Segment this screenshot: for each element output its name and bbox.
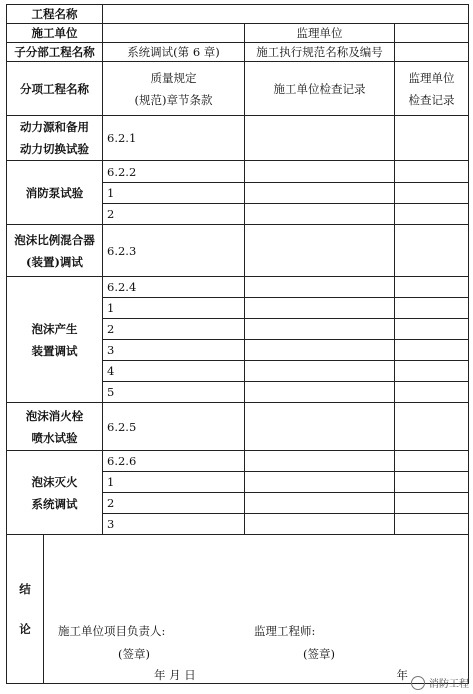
section-name-line2: 喷水试验 xyxy=(31,430,78,445)
row-units xyxy=(7,24,469,43)
section-name-line1: 泡沫比例混合器 xyxy=(14,232,95,247)
section-name-line2: 动力切换试验 xyxy=(20,142,89,156)
clause-cell: 4 xyxy=(103,361,245,382)
subdivision-label: 子分部工程名称 xyxy=(7,43,103,62)
contractor-record-cell[interactable] xyxy=(245,340,395,361)
section-name-line1: 泡沫消火栓 xyxy=(25,408,84,423)
inspection-table xyxy=(6,4,469,684)
watermark-text: 消防工程 xyxy=(429,679,469,690)
section-name xyxy=(7,403,103,451)
contractor-record-cell[interactable] xyxy=(245,514,395,535)
contractor-seal-label: (签章) xyxy=(118,647,150,661)
constructor-value[interactable] xyxy=(103,24,245,43)
supervisor-date-fragment: 年 xyxy=(396,668,408,682)
supervisor-record-cell[interactable] xyxy=(395,225,469,277)
clause-cell: 6.2.6 xyxy=(103,451,245,472)
clause-cell: 1 xyxy=(103,183,245,204)
conclusion-label xyxy=(7,535,44,684)
standard-label: 施工执行规范名称及编号 xyxy=(245,43,395,62)
supervisor-record-header xyxy=(395,62,469,116)
section-name-line1: 消防泵试验 xyxy=(25,185,84,200)
contractor-record-cell[interactable] xyxy=(245,161,395,183)
clause-header-line2: (规范)章节条款 xyxy=(134,92,213,107)
constructor-label: 施工单位 xyxy=(7,24,103,43)
conclusion-label-char1: 结 xyxy=(19,582,31,596)
wechat-icon xyxy=(411,676,425,690)
clause-cell: 1 xyxy=(103,472,245,493)
section-row xyxy=(7,451,469,472)
section-row xyxy=(7,225,469,277)
project-name-label: 工程名称 xyxy=(7,5,103,24)
contractor-record-cell[interactable] xyxy=(245,451,395,472)
row-project-name xyxy=(7,5,469,24)
supervisor-label: 监理单位 xyxy=(245,24,395,43)
row-column-headers xyxy=(7,62,469,116)
clause-cell: 1 xyxy=(103,298,245,319)
clause-header-line1: 质量规定 xyxy=(150,70,197,85)
contractor-signer-label: 施工单位项目负责人: xyxy=(58,624,166,638)
supervisor-record-cell[interactable] xyxy=(395,451,469,472)
subdivision-value: 系统调试(第 6 章) xyxy=(103,43,245,62)
contractor-record-cell[interactable] xyxy=(245,382,395,403)
section-row xyxy=(7,277,469,298)
contractor-record-cell[interactable] xyxy=(245,277,395,298)
contractor-record-cell[interactable] xyxy=(245,361,395,382)
supervisor-record-cell[interactable] xyxy=(395,514,469,535)
section-name xyxy=(7,225,103,277)
clause-cell: 6.2.2 xyxy=(103,161,245,183)
supervisor-record-cell[interactable] xyxy=(395,183,469,204)
item-column-header: 分项工程名称 xyxy=(7,62,103,116)
clause-cell: 2 xyxy=(103,319,245,340)
section-name xyxy=(7,116,103,161)
section-name-line1: 泡沫灭火 xyxy=(31,474,78,489)
contractor-date: 年 月 日 xyxy=(154,668,196,682)
contractor-record-cell[interactable] xyxy=(245,204,395,225)
clause-cell: 6.2.4 xyxy=(103,277,245,298)
supervisor-record-cell[interactable] xyxy=(395,161,469,183)
contractor-record-cell[interactable] xyxy=(245,298,395,319)
supervisor-signature-area xyxy=(395,535,469,684)
supervisor-record-header-line1: 监理单位 xyxy=(408,70,455,85)
clause-cell: 2 xyxy=(103,204,245,225)
supervisor-record-cell[interactable] xyxy=(395,277,469,298)
supervisor-record-cell[interactable] xyxy=(395,472,469,493)
supervisor-record-cell[interactable] xyxy=(395,382,469,403)
section-name xyxy=(7,451,103,535)
clause-cell: 5 xyxy=(103,382,245,403)
section-name xyxy=(7,161,103,225)
supervisor-record-cell[interactable] xyxy=(395,116,469,161)
standard-value[interactable] xyxy=(395,43,469,62)
clause-cell: 6.2.5 xyxy=(103,403,245,451)
supervisor-seal-label: (签章) xyxy=(303,647,335,661)
clause-cell: 3 xyxy=(103,340,245,361)
conclusion-label-char2: 论 xyxy=(19,622,31,636)
section-row xyxy=(7,161,469,183)
project-name-value[interactable] xyxy=(103,5,469,24)
supervisor-record-cell[interactable] xyxy=(395,493,469,514)
supervisor-record-header-line2: 检查记录 xyxy=(408,92,455,107)
supervisor-record-cell[interactable] xyxy=(395,204,469,225)
contractor-record-cell[interactable] xyxy=(245,472,395,493)
section-name-line1: 动力源和备用 xyxy=(20,120,89,134)
clause-cell: 6.2.1 xyxy=(103,116,245,161)
section-name-line2: 系统调试 xyxy=(31,496,78,511)
row-subdivision xyxy=(7,43,469,62)
contractor-record-cell[interactable] xyxy=(245,183,395,204)
supervisor-record-cell[interactable] xyxy=(395,361,469,382)
supervisor-record-cell[interactable] xyxy=(395,298,469,319)
section-name-line2: 装置调试 xyxy=(31,343,78,358)
clause-cell: 6.2.3 xyxy=(103,225,245,277)
supervisor-record-cell[interactable] xyxy=(395,403,469,451)
contractor-record-cell[interactable] xyxy=(245,225,395,277)
watermark xyxy=(411,675,469,690)
section-name-line2: (装置)调试 xyxy=(26,254,83,269)
contractor-signature-area xyxy=(44,535,395,684)
supervisor-value[interactable] xyxy=(395,24,469,43)
supervisor-signer-label: 监理工程师: xyxy=(254,624,316,638)
contractor-record-header: 施工单位检查记录 xyxy=(245,62,395,116)
clause-cell: 3 xyxy=(103,514,245,535)
contractor-record-cell[interactable] xyxy=(245,493,395,514)
section-row xyxy=(7,403,469,451)
conclusion-row xyxy=(7,535,469,684)
section-row xyxy=(7,116,469,161)
supervisor-record-cell[interactable] xyxy=(395,319,469,340)
section-name xyxy=(7,277,103,403)
inspection-form xyxy=(6,4,468,684)
section-name-line1: 泡沫产生 xyxy=(31,321,78,336)
contractor-record-cell[interactable] xyxy=(245,116,395,161)
contractor-record-cell[interactable] xyxy=(245,403,395,451)
clause-cell: 2 xyxy=(103,493,245,514)
contractor-record-cell[interactable] xyxy=(245,319,395,340)
clause-column-header xyxy=(103,62,245,116)
supervisor-record-cell[interactable] xyxy=(395,340,469,361)
